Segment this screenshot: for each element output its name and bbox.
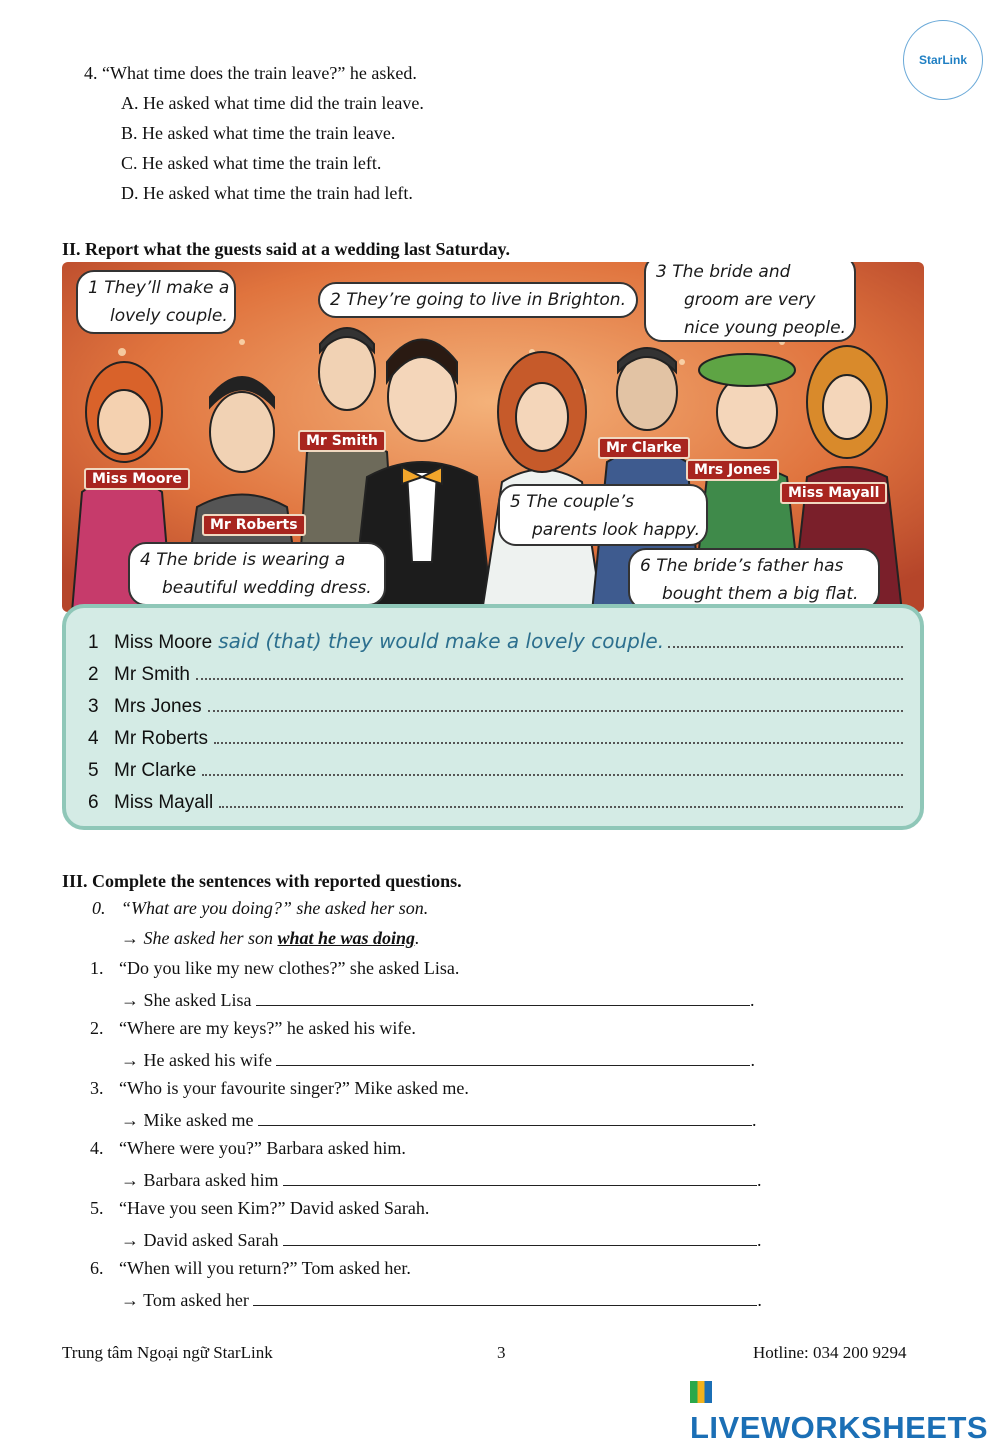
answer-blank-3[interactable] (258, 1107, 752, 1126)
section-2-heading: II. Report what the guests said at a wedding last Saturday. (62, 239, 511, 259)
name-tag-mr-clarke: Mr Clarke (598, 437, 690, 459)
section-3-heading: III. Complete the sentences with reported questions. (62, 871, 462, 891)
answer-row-1: 1 Miss Moore said (that) they would make a lovely couple. (88, 628, 903, 654)
answer-row-5: 5 Mr Clarke (88, 756, 903, 782)
starlink-logo (903, 20, 983, 100)
answer-blank-5[interactable] (283, 1227, 757, 1246)
name-tag-mrs-jones: Mrs Jones (686, 459, 779, 481)
footer-center-name: Trung tâm Ngoại ngữ StarLink (62, 1343, 273, 1362)
speaker-name: Mr Smith (114, 664, 190, 685)
option-c[interactable]: C. He asked what time the train left. (121, 153, 382, 173)
answer-row-6: 6 Miss Mayall (88, 788, 903, 814)
question-4-stem: 4. “What time does the train leave?” he asked. (84, 63, 417, 83)
speaker-name: Mr Clarke (114, 760, 197, 781)
answer-blank-2[interactable] (276, 1047, 750, 1066)
speech-bubble-1: 1 They’ll make a lovely couple. (76, 270, 236, 334)
option-b[interactable]: B. He asked what time the train leave. (121, 123, 396, 143)
item-answer-line: → Mike asked me . (121, 1107, 756, 1131)
sample-answer: said (that) they would make a lovely couple. (218, 629, 665, 653)
item-answer-line: → Tom asked her . (121, 1287, 762, 1311)
example-number: 0. (92, 898, 106, 918)
speech-bubble-4: 4 The bride is wearing a beautiful wedding dress. (128, 542, 386, 606)
answer-line-6[interactable] (219, 788, 903, 808)
answer-line-4[interactable] (214, 724, 903, 744)
speaker-name: Miss Mayall (114, 792, 214, 813)
name-tag-miss-mayall: Miss Mayall (780, 482, 887, 504)
answer-line-3[interactable] (208, 692, 903, 712)
item-number: 3. (90, 1078, 104, 1098)
item-answer-line: → He asked his wife . (121, 1047, 755, 1071)
answer-row-4: 4 Mr Roberts (88, 724, 903, 750)
speech-bubble-3: 3 The bride and groom are very nice young people. (644, 262, 856, 342)
page-number: 3 (497, 1343, 506, 1362)
footer-hotline: Hotline: 034 200 9294 (753, 1343, 907, 1362)
example-answer: what he was doing (277, 928, 416, 948)
option-a[interactable]: A. He asked what time did the train leave. (121, 93, 424, 113)
name-tag-mr-smith: Mr Smith (298, 430, 386, 452)
item-answer-line: → Barbara asked him . (121, 1167, 761, 1191)
report-answer-panel (62, 604, 924, 830)
speaker-name: Miss Moore (114, 632, 213, 653)
item-question: “Who is your favourite singer?” Mike asked me. (119, 1078, 469, 1098)
item-answer-line: → She asked Lisa . (121, 987, 754, 1011)
answer-row-3: 3 Mrs Jones (88, 692, 903, 718)
answer-line-2[interactable] (196, 660, 903, 680)
item-number: 2. (90, 1018, 104, 1038)
answer-row-2: 2 Mr Smith (88, 660, 903, 686)
item-question: “Have you seen Kim?” David asked Sarah. (119, 1198, 430, 1218)
speech-bubble-5: 5 The couple’s parents look happy. (498, 484, 708, 546)
answer-line-1[interactable] (668, 628, 903, 648)
item-number: 4. (90, 1138, 104, 1158)
example-question: “What are you doing?” she asked her son. (121, 898, 429, 918)
speaker-name: Mr Roberts (114, 728, 208, 749)
example-answer-line: → She asked her son what he was doing. (121, 928, 420, 948)
item-question: “Where are my keys?” he asked his wife. (119, 1018, 416, 1038)
item-question: “When will you return?” Tom asked her. (119, 1258, 411, 1278)
item-number: 1. (90, 958, 104, 978)
liveworksheets-logo: LIVEWORKSHEETS (690, 1374, 1000, 1446)
logo-text: StarLink (918, 53, 967, 67)
item-number: 6. (90, 1258, 104, 1278)
wedding-illustration (62, 262, 924, 612)
answer-blank-1[interactable] (256, 987, 750, 1006)
speaker-name: Mrs Jones (114, 696, 202, 717)
speech-bubble-2: 2 They’re going to live in Brighton. (318, 282, 638, 318)
item-question: “Where were you?” Barbara asked him. (119, 1138, 406, 1158)
item-answer-line: → David asked Sarah . (121, 1227, 761, 1251)
name-tag-miss-moore: Miss Moore (84, 468, 190, 490)
item-number: 5. (90, 1198, 104, 1218)
speech-bubble-6: 6 The bride’s father has bought them a big flat. (628, 548, 880, 610)
item-question: “Do you like my new clothes?” she asked Lisa. (119, 958, 460, 978)
liveworksheets-icon (690, 1381, 712, 1403)
answer-line-5[interactable] (202, 756, 903, 776)
answer-blank-4[interactable] (283, 1167, 757, 1186)
option-d[interactable]: D. He asked what time the train had left. (121, 183, 413, 203)
answer-blank-6[interactable] (253, 1287, 757, 1306)
name-tag-mr-roberts: Mr Roberts (202, 514, 306, 536)
